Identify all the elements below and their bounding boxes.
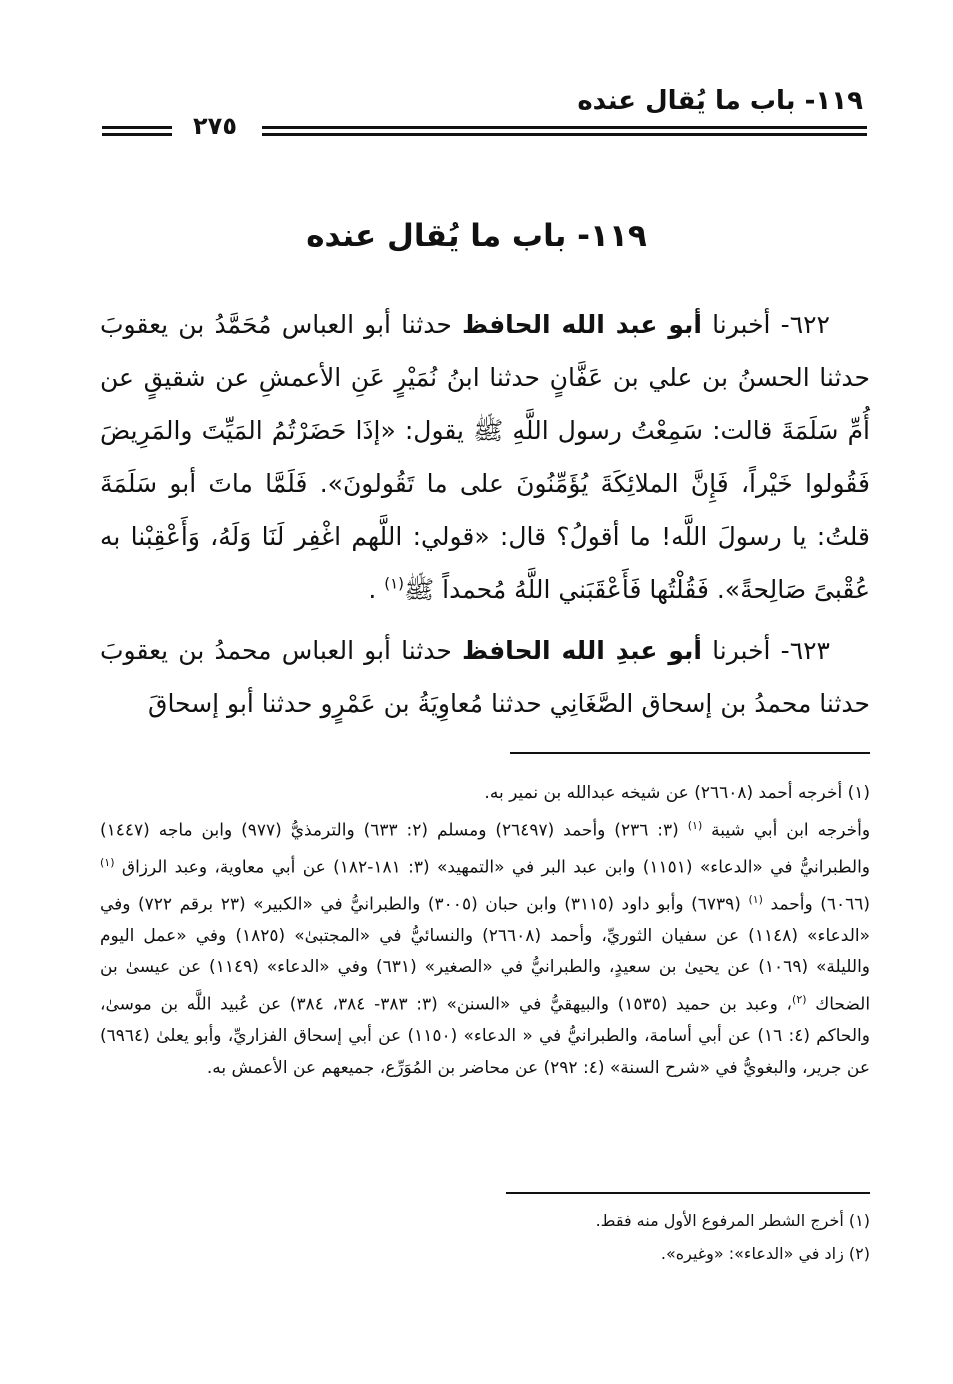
footnotes [100,778,870,1084]
header-rule-long-top [262,126,867,129]
sub-footnotes [100,1204,870,1270]
footnote-separator [510,752,870,754]
hadith-intro: أخبرنا [712,310,771,339]
hadith-end: . [368,575,377,604]
narrator-name: أبو عبد الله الحافظ [462,310,702,339]
main-text [100,298,870,738]
hadith-622 [100,298,870,616]
footnote-1-continuation: وأخرجه ابن أبي شيبة $^{(١)}$ (٣: ٢٣٦) وأحمد (٢٦٤٩٧) ومسلم (٢: ٦٣٣) والترمذيُّ (٩٧٧) وابن ماجه (١٤٤٧) والطبرانيُّ في «الدعاء» (١١٥١) وابن عبد البر في «التمهيد» (٣: ١٨١-١٨٢) عن أبي معاوية، وعبد الرزاق $^{(١)}$ (٦٠٦٦) وأحمد $^{(١)}$ (٦٧٣٩) وأبو داود (٣١١٥) وابن حبان (٣٠٠٥) والطبرانيُّ في «الكبير» (٢٣ برقم ٧٢٢) وفي «الدعاء» (١١٤٨) عن سفيان الثوريِّ، وأحمد (٢٦٦٠٨) والنسائيُّ في «المجتبىٰ» (١٨٢٥) وفي «عمل اليوم والليلة» (١٠٦٩) عن يحيىٰ بن سعيدٍ، والطبرانيُّ في «الصغير» (٦٣١) وفي «الدعاء» (١١٤٩) عن عيسىٰ بن الضحاك $^{(٢)}$، وعبد بن حميد (١٥٣٥) والبيهقيُّ في «السنن» (٣: ٣٨٣- ٣٨٤، ٣٨٤) عن عُبيد اللَّه بن موسىٰ، والحاكم (٤: ١٦) عن أبي أسامة، والطبرانيُّ في « الدعاء» (١١٥٠) عن أبي إسحاق الفزاريِّ، وأبو يعلىٰ (٦٩٦٤) عن جرير، والبغويُّ في «شرح السنة» (٤: ٢٩٢) عن محاضر بن المُوَرِّع، جميعهم عن الأعمش به. [100,818,871,1078]
page-number: ٢٧٥ [193,112,237,140]
hadith-text: حدثنا أبو العباس محمدُ بن يعقوبَ حدثنا محمدُ بن إسحاق الصَّغَانِي حدثنا مُعاوِيَةُ بن عَمْرٍو حدثنا أبو إسحاقَ [100,636,870,718]
header-rule-short-top [102,126,172,129]
narrator-name: أبو عبدِ الله الحافظ [462,636,702,665]
hadith-623 [100,624,870,730]
hadith-number: ٦٢٢- [780,310,830,339]
chapter-title: ١١٩- باب ما يُقال عنده [306,218,647,254]
header-rule-short-bottom [102,133,172,136]
hadith-text: حدثنا أبو العباس مُحَمَّدُ بن يعقوبَ حدثنا الحسنُ بن علي بن عَفَّانٍ حدثنا ابنُ نُمَيْرٍ عَنِ الأعمشِ عن شقيقٍ عن أُمِّ سَلَمَةَ قالت: سَمِعْتُ رسول اللَّهِ ﷺ يقول: «إذَا حَضَرْتُمُ المَيِّتَ والمَرِيضَ فَقُولوا خَيْراً، فَإِنَّ الملائِكَةَ يُؤَمِّنُونَ على ما تَقُولونَ». فَلَمَّا ماتَ أبو سَلَمَةَ قلتُ: يا رسولَ اللَّه! ما أقولُ؟ قال: «قولي: اللَّهم اغْفِر لَنَا وَلَهُ، وَأَعْقِبْنا به عُقْبىً صَالِحةً». فَقُلْتُها فَأَعْقَبَني اللَّهُ مُحمداً ﷺ [100,310,870,604]
sub-footnote-marker: (١) [100,855,115,869]
sub-footnote-marker: (٢) [792,992,807,1006]
sub-footnote-1: (١) أخرج الشطر المرفوع الأول منه فقط. [595,1211,870,1230]
sub-footnote-marker: (١) [748,892,763,906]
sub-footnote-2: (٢) زاد في «الدعاء»: «وغيره». [660,1244,870,1263]
hadith-number: ٦٢٣- [780,636,830,665]
footnote-marker: (١) [384,574,405,593]
footnote-1-line-1: (١) أخرجه أحمد (٢٦٦٠٨) عن شيخه عبدالله بن نمير به. [484,783,870,803]
header-rule-long-bottom [262,133,867,136]
sub-footnote-marker: (١) [687,818,703,832]
running-title: ١١٩- باب ما يُقال عنده [577,86,863,116]
sub-footnote-separator [506,1192,870,1194]
hadith-intro: أخبرنا [712,636,771,665]
